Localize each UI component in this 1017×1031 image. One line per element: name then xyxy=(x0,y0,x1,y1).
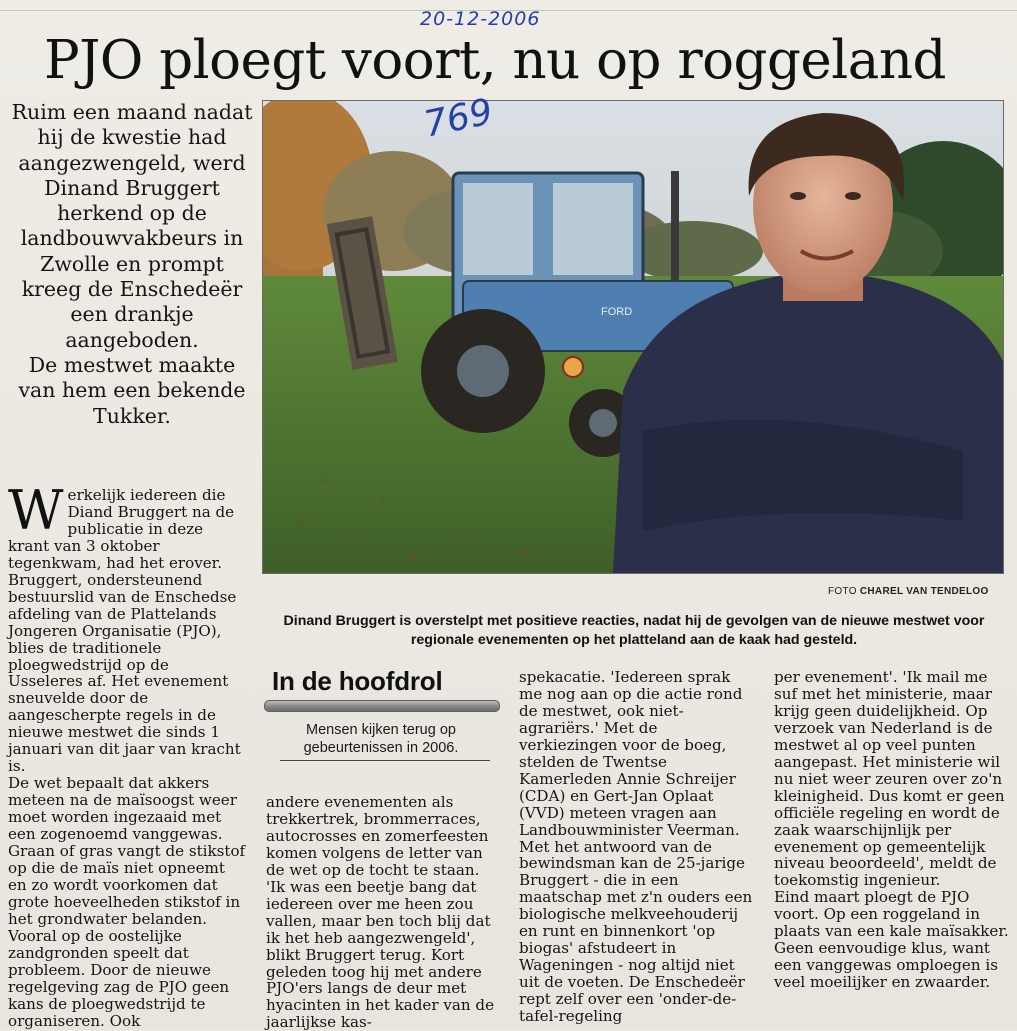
intro-paragraph-1: Ruim een maand nadat hij de kwestie had aangezwengeld, werd Dinand Bruggert herkend op de landbouwvakbeurs in Zwolle en prompt kreeg de Enschedeër een drankje aangeboden. xyxy=(11,100,253,352)
article-column-4 xyxy=(774,669,1014,991)
sidebar-title: In de hoofdrol xyxy=(272,666,443,696)
photo-credit-name: CHAREL VAN TENDELOO xyxy=(859,586,989,597)
headline: PJO ploegt voort, nu op roggeland xyxy=(44,30,946,91)
handwritten-date: 20-12-2006 xyxy=(420,8,541,30)
article-paragraph: Eind maart ploegt de PJO voort. Op een roggeland in plaats van een kale maïsakker. Geen eenvoudige klus, want een vanggewas omploegen is veel moeilijker en zwaarder. xyxy=(774,888,1009,992)
sidebar-rule xyxy=(280,760,490,761)
article-column-1 xyxy=(8,479,246,1030)
article-paragraph: andere evenementen als trekkertrek, brommerraces, autocrosses en zomerfeesten komen volgens de letter van de wet op de tocht te staan. 'Ik was een beetje bang dat iedereen over me heen zou vallen, maar ben toch blij dat ik het heb aangezwengeld', blikt Bruggert terug. Kort geleden toog hij met andere PJO'ers langs de deur met hyacinten in het kader van de jaarlijkse kas- xyxy=(266,793,495,1031)
sidebar-bar xyxy=(264,700,500,712)
article-paragraph: De wet bepaalt dat akkers meteen na de maïsoogst weer moet worden ingezaaid met een zogenoemd vanggewas. Graan of gras vangt de stikstof op die de maïs niet opneemt en zo wordt voorkomen dat grote hoeveelheden stikstof in het grondwater belanden. Vooral op de oostelijke zandgronden speelt dat probleem. Door de nieuwe regelgeving zag de PJO geen kans de ploegwedstrijd te organiseren. Ook xyxy=(8,774,246,1030)
article-column-3 xyxy=(519,669,755,1025)
sidebar-subtitle: Mensen kijken terug op gebeurtenissen in 2006. xyxy=(303,722,459,756)
intro-paragraph-2: De mestwet maakte van hem een bekende Tukker. xyxy=(18,352,246,428)
photo-illustration xyxy=(263,101,1003,573)
photo-credit xyxy=(828,586,989,597)
tractor-brand-label: FORD xyxy=(601,306,633,318)
article-paragraph: spekacatie. 'Iedereen sprak me nog aan op die actie rond de mestwet, ook niet-agrariërs.' Met de verkiezingen voor de boeg, stelden de Twentse Kamerleden Annie Schreijer (CDA) en Gert-Jan Oplaat (VVD) meteen vragen aan Landbouwminister Veerman. Met het antwoord van de bewindsman kan de 25-jarige Bruggert - die in een maatschap met z'n ouders een biologische melkveehouderij en runt en binnenkort 'op biogas' afstudeert in Wageningen - nog altijd niet uit de voeten. De Enschedeër rept zelf over een 'onder-de-tafel-regeling xyxy=(519,668,753,1026)
intro-text xyxy=(8,100,256,429)
article-paragraph: erkelijk iedereen die Diand Bruggert na de publicatie in deze krant van 3 oktober tegenkwam, had het erover. Bruggert, ondersteunend bestuurslid van de Enschedse afdeling van de Plattelands Jongeren Organisatie (PJO), blies de traditionele ploegwedstrijd op de Usseleres af. Het evenement sneuvelde door de aangescherpte regels in de nieuwe mestwet die sinds 1 januari van dit jaar van kracht is. xyxy=(8,486,241,776)
drop-cap: W xyxy=(8,479,64,542)
photo-caption: Dinand Bruggert is overstelpt met positieve reacties, nadat hij de gevolgen van de nieuwe mestwet voor regionale evenementen op het platteland aan de kaak had gesteld. xyxy=(283,613,985,648)
handwritten-number: 769 xyxy=(420,91,497,146)
photo-credit-prefix: FOTO xyxy=(828,586,857,597)
article-paragraph: per evenement'. 'Ik mail me suf met het ministerie, maar krijg geen duidelijkheid. Op verzoek van Nederland is de mestwet al op veel punten aangepast. Het ministerie wil nu niet weer zeuren over zo'n kleinigheid. Dus komt er geen officiële regeling en wordt de zaak waarschijnlijk per evenement op gemeentelijk niveau beoordeeld', meldt de toekomstig ingenieur. xyxy=(774,668,1005,890)
article-column-2 xyxy=(266,794,498,1031)
article-photo xyxy=(262,100,1004,574)
